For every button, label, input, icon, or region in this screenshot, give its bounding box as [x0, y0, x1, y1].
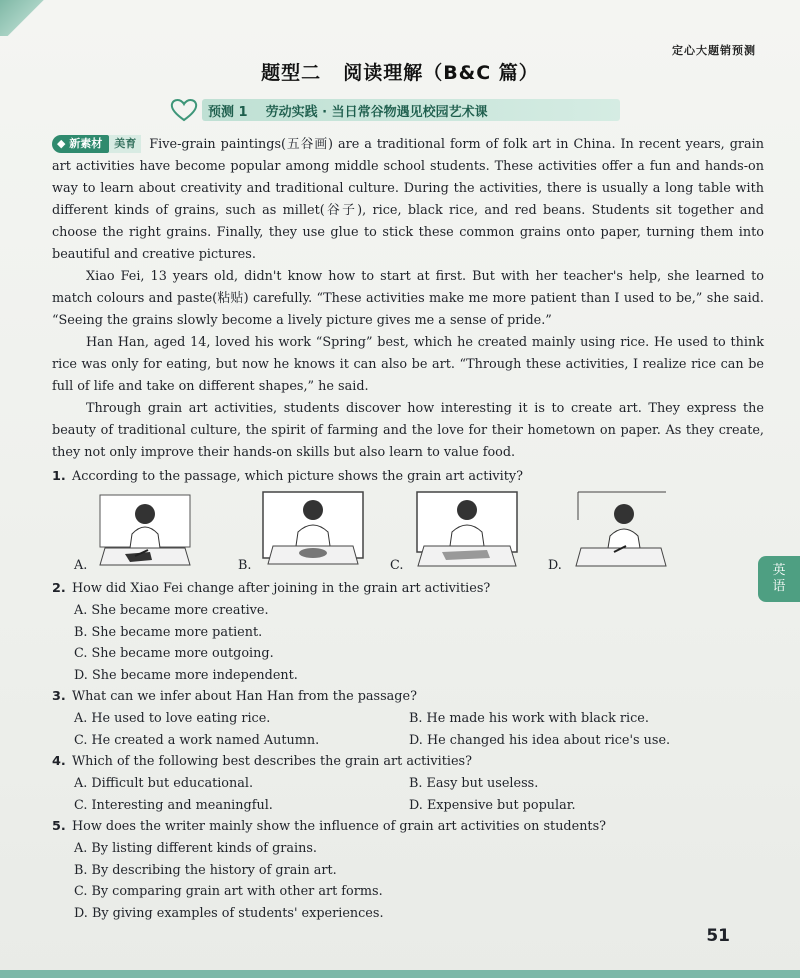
option[interactable]: C. By comparing grain art with other art forms. [74, 884, 383, 899]
option[interactable]: A. By listing different kinds of grains. [74, 841, 317, 856]
option-row [52, 795, 764, 817]
question-text: What can we infer about Han Han from the passage? [72, 689, 417, 704]
option[interactable]: D. He changed his idea about rice's use. [409, 732, 671, 748]
passage-paragraph-2: Xiao Fei, 13 years old, didn't know how to start at first. But with her teacher's help, she learned to match colours and paste(粘贴) carefully. “These activities make me more patient than I used to be,” she said. “Seeing the grains slowly become a lively picture gives me a sense of pride.” [52, 269, 764, 328]
question-number: 4. [52, 754, 66, 769]
question-number: 3. [52, 689, 66, 704]
option-row [52, 708, 764, 730]
page-number: 51 [706, 926, 730, 946]
passage-paragraph-1 [52, 134, 764, 266]
option[interactable]: D. By giving examples of students' experiences. [74, 905, 384, 921]
option[interactable]: D. She became more independent. [74, 667, 298, 683]
option[interactable]: B. He made his work with black rice. [409, 711, 649, 726]
option[interactable]: C. He created a work named Autumn. [74, 732, 320, 748]
picture-b[interactable] [258, 490, 368, 576]
subtitle-pill [202, 99, 620, 121]
paragraph-1-text: Five-grain paintings(五谷画) are a traditional form of folk art in China. In recent years, grain art activities have become popular among middle school students. These activities offer a fun and hands-on way to learn about creativity and traditional culture. During the activities, there is usually a long table with different kinds of grains, such as millet(谷子), rice, black rice, and red beans. Students sit together and choose the right grains. Finally, they use glue to stick these common grains onto paper, turning them into beautiful and creative pictures. [52, 137, 764, 262]
bottom-border [0, 970, 800, 978]
question-number: 2. [52, 581, 66, 596]
option[interactable]: A. He used to love eating rice. [74, 711, 271, 726]
subject-tab-line1: 英 [772, 563, 786, 578]
passage-paragraph-3: Han Han, aged 14, loved his work “Spring” best, which he created mainly using rice. He used to think rice was only for eating, but now he knows it can also be art. “Through these activities, I realize rice can be full of life and take on different shapes,” he said. [52, 335, 764, 394]
new-material-label: 新素材 [69, 137, 103, 150]
passage-paragraph-4: Through grain art activities, students discover how interesting it is to create art. They express the beauty of traditional culture, the spirit of farming and the love for their hometown on paper. As they create, they not only improve their hands-on skills but also learn to value food. [52, 401, 764, 460]
question-3-stem [52, 686, 764, 708]
option[interactable]: D. Expensive but popular. [409, 797, 576, 813]
subject-tab-line2: 语 [772, 579, 786, 594]
option[interactable]: B. Easy but useless. [409, 776, 539, 791]
option[interactable]: B. She became more patient. [74, 624, 263, 640]
question-5-stem [52, 816, 764, 838]
option[interactable]: A. She became more creative. [74, 603, 269, 618]
heart-icon [170, 98, 198, 122]
prediction-number: 预测 1 [208, 104, 248, 120]
option[interactable]: C. Interesting and meaningful. [74, 797, 273, 813]
question-1-stem [52, 466, 764, 488]
option-a-label[interactable]: A. [74, 558, 88, 573]
option-d-label[interactable]: D. [548, 558, 562, 573]
picture-options [52, 488, 764, 578]
option-b-label[interactable]: B. [238, 558, 252, 573]
category-tag: 美育 [109, 135, 141, 153]
question-text: Which of the following best describes the grain art activities? [72, 754, 472, 769]
prediction-subtitle [170, 97, 620, 123]
question-number: 1. [52, 469, 66, 484]
question-text: According to the passage, which picture shows the grain art activity? [72, 469, 523, 484]
title-part2: 阅读理解（B&C 篇） [343, 62, 539, 84]
question-2-stem [52, 578, 764, 600]
new-material-tag [52, 135, 109, 153]
question-text: How did Xiao Fei change after joining in the grain art activities? [72, 581, 491, 596]
prediction-topic: 劳动实践 · 当日常谷物遇见校园艺术课 [265, 104, 488, 120]
option-c-label[interactable]: C. [390, 558, 404, 573]
corner-decoration [0, 0, 60, 36]
page-title [0, 58, 800, 85]
subject-tab[interactable] [758, 556, 800, 602]
header-brand: 定心大题销预测 [672, 44, 756, 57]
option[interactable]: B. By describing the history of grain art. [74, 862, 337, 878]
reading-passage [52, 134, 764, 464]
option[interactable]: C. She became more outgoing. [74, 646, 274, 661]
picture-d[interactable] [566, 490, 676, 576]
question-list [52, 466, 764, 924]
option-row [52, 773, 764, 795]
question-4-stem [52, 751, 764, 773]
title-part1: 题型二 [261, 62, 322, 84]
question-number: 5. [52, 819, 66, 834]
question-text: How does the writer mainly show the influence of grain art activities on students? [72, 819, 607, 834]
picture-a[interactable] [90, 490, 200, 576]
option-row [52, 730, 764, 752]
picture-c[interactable] [412, 490, 522, 576]
option[interactable]: A. Difficult but educational. [74, 776, 254, 791]
diamond-icon: ◆ [57, 137, 70, 150]
